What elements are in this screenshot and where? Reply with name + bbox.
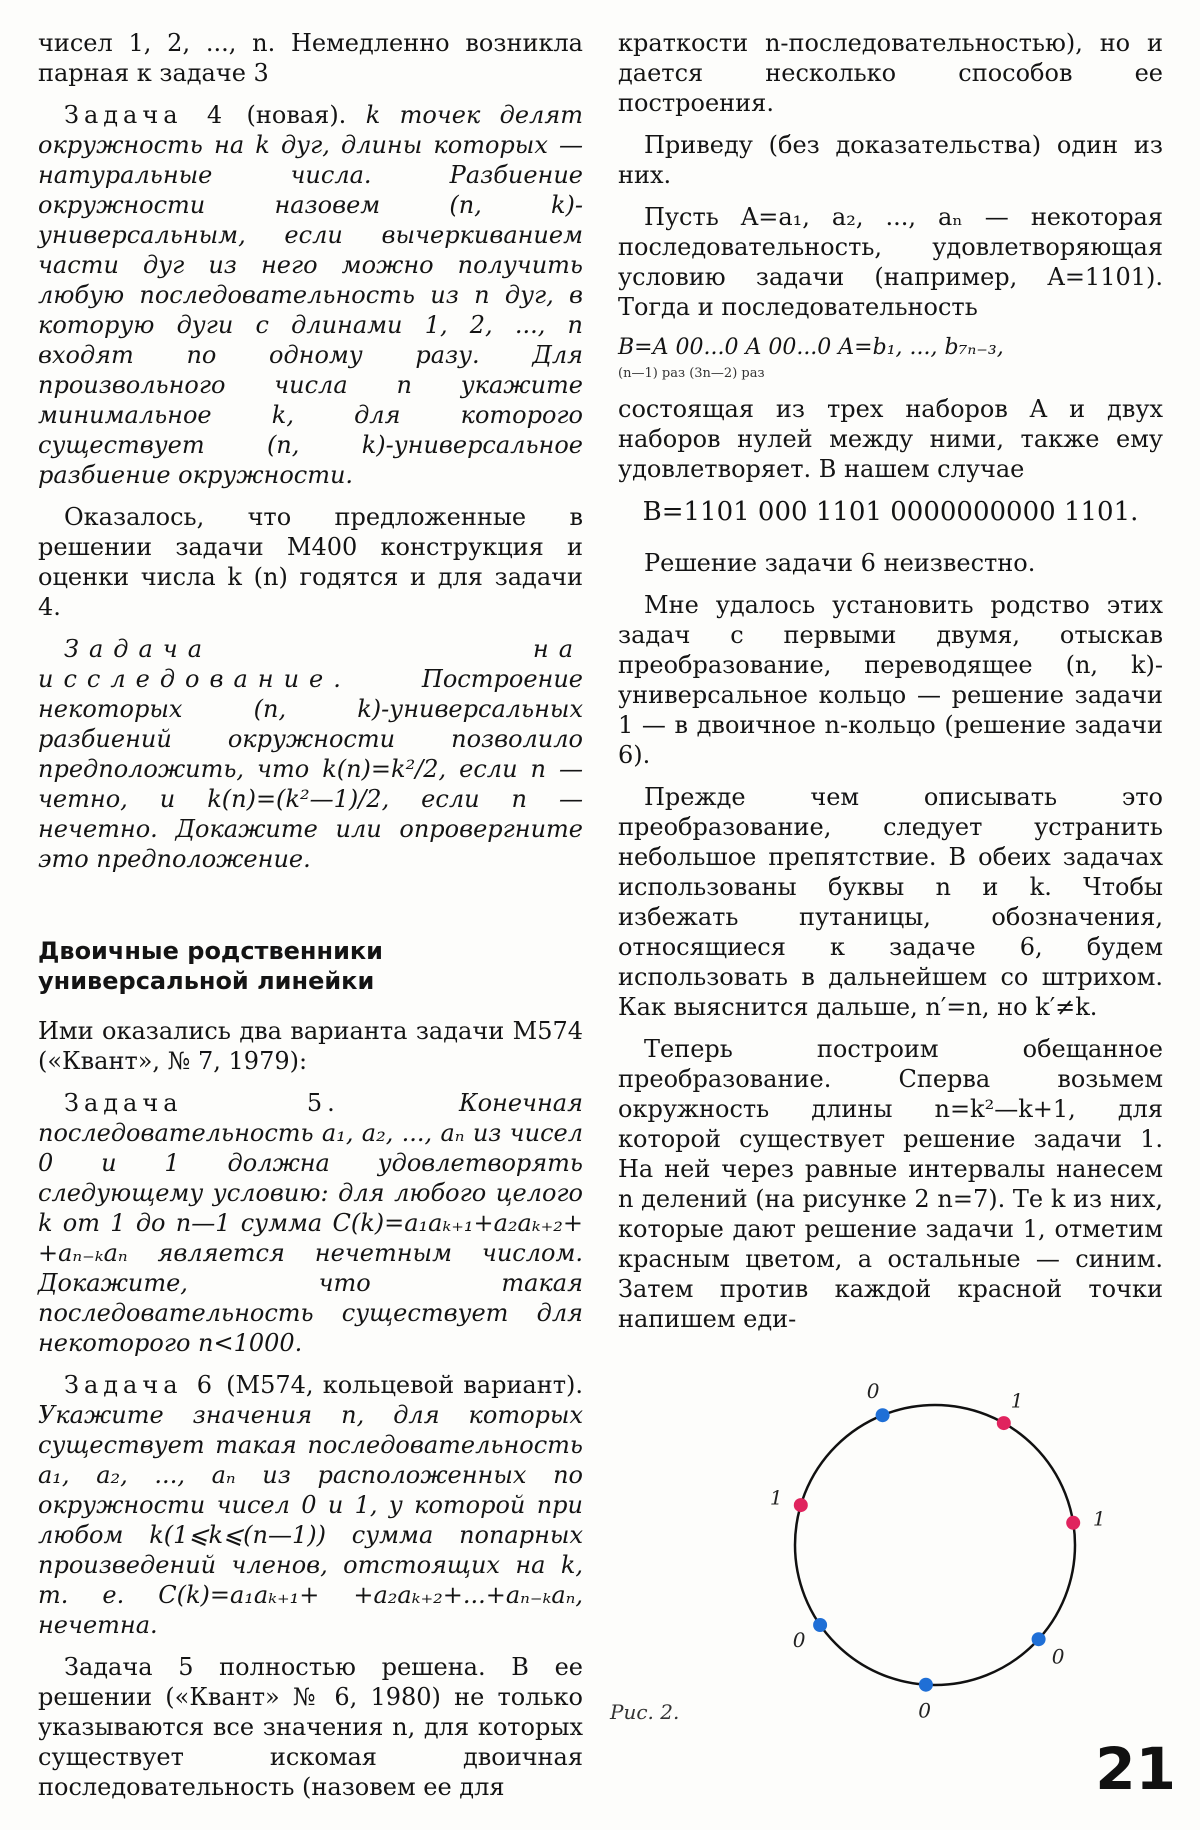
blue-point [1032, 1632, 1046, 1646]
point-label: 0 [1051, 1644, 1065, 1669]
problem-5 [38, 1088, 583, 1358]
problem-label: Задача 4 [64, 101, 228, 129]
research-problem [38, 634, 583, 874]
point-label: 1 [769, 1485, 783, 1510]
red-point [1066, 1516, 1080, 1530]
paragraph: Теперь построим обещанное преобразование. Сперва возьмем окружность длины n=k²—k+1, для которой существует решение задачи 1. На ней через равные интервалы нанесем n делений (на рисунке 2 n=7). Те k из них, которые дают решение задачи 1, отметим красным цветом, а остальные — синим. Затем против каждой красной точки напишем еди- [618, 1035, 1163, 1333]
problem-tag: (новая). [227, 101, 366, 129]
point-label: 0 [918, 1698, 931, 1723]
point-label: 1 [1010, 1388, 1024, 1413]
paragraph: Решение задачи 6 неизвестно. [644, 549, 1036, 577]
figure-caption: Рис. 2. [610, 1700, 680, 1724]
problem-4 [38, 100, 583, 490]
page-number: 21 [1095, 1735, 1176, 1803]
paragraph: чисел 1, 2, ..., n. Немедленно возникла парная к задаче 3 [38, 29, 583, 87]
paragraph: Ими оказались два варианта задачи М574 («Квант», № 7, 1979): [38, 1017, 583, 1075]
blue-point [876, 1408, 890, 1422]
red-point [794, 1498, 808, 1512]
right-column [618, 28, 1163, 1346]
formula-subscript: (n—1) раз (3n—2) раз [618, 366, 765, 381]
paragraph: Мне удалось установить родство этих задач с первыми двумя, отыскав преобразование, переводящее (n, k)-универсальное кольцо — решение задачи 1 — в двоичное n-кольцо (решение задачи 6). [618, 591, 1163, 769]
blue-point [813, 1618, 827, 1632]
paragraph: Оказалось, что предложенные в решении задачи М400 конструкция и оценки числа k (n) годятся и для задачи 4. [38, 503, 583, 621]
left-column [38, 28, 583, 1814]
problem-label: Задача 5. [64, 1089, 340, 1117]
paragraph: Прежде чем описывать это преобразование, следует устранить небольшое препятствие. В обеих задачах использованы буквы n и k. Чтобы избежать путаницы, обозначения, относящиеся к задаче 6, будем использовать в дальнейшем со штрихом. Как выяснится дальше, n′=n, но k′≠k. [618, 783, 1163, 1021]
problem-label: Задача на исследование. [38, 635, 583, 693]
formula-b: B=A 00...0 A 00...0 A=b₁, ..., b₇ₙ₋₃, [618, 335, 1004, 360]
problem-label: Задача 6 [64, 1371, 217, 1399]
section-heading: Двоичные родственники универсальной линейки [38, 937, 383, 995]
blue-point [919, 1678, 933, 1692]
paragraph: состоящая из трех наборов A и двух наборов нулей между ними, также ему удовлетворяет. В нашем случае [618, 395, 1163, 483]
problem-6 [38, 1370, 583, 1640]
point-label: 1 [1092, 1506, 1106, 1531]
red-point [997, 1416, 1011, 1430]
sequence-example: B=1101 000 1101 0000000000 1101. [642, 497, 1139, 527]
point-label: 0 [866, 1379, 880, 1404]
problem-body: Укажите значения n, для которых существует такая последовательность a₁, a₂, ..., aₙ из расположенных по окружности чисел 0 и 1, у которой при любом k(1⩽k⩽(n—1)) сумма попарных произведений членов, отстоящих на k, т. е. C(k)=a₁aₖ₊₁+ +a₂aₖ₊₂+...+aₙ₋ₖaₙ, нечетна. [38, 1401, 583, 1639]
problem-body: Построение некоторых (n, k)-универсальных разбиений окружности позволило предположить, что k(n)=k²/2, если n — четно, и k(n)=(k²—1)/2, если n — нечетно. Докажите или опровергните это предположение. [38, 665, 583, 873]
paragraph: краткости n-последовательностью), но и дается несколько способов ее построения. [618, 29, 1163, 117]
point-label: 0 [792, 1627, 806, 1652]
problem-body: k точек делят окружность на k дуг, длины которых — натуральные числа. Разбиение окружности назовем (n, k)-универсальным, если вычеркиванием части дуг из него можно получить любую последовательность из n дуг, в которую дуги с длинами 1, 2, ..., n входят по одному разу. Для произвольного числа n укажите минимальное k, для которого существует (n, k)-универсальное разбиение окружности. [38, 101, 583, 489]
paragraph: Пусть A=a₁, a₂, ..., aₙ — некоторая последовательность, удовлетворяющая условию задачи (например, A=1101). Тогда и последовательность [618, 203, 1163, 321]
circle-figure [610, 1345, 1170, 1745]
paragraph: Задача 5 полностью решена. В ее решении («Квант» № 6, 1980) не только указываются все значения n, для которых существует искомая двоичная последовательность (назовем ее для [38, 1653, 583, 1801]
problem-tag: (М574, кольцевой вариант). [216, 1371, 584, 1399]
paragraph: Приведу (без доказательства) один из них. [618, 131, 1163, 189]
problem-body: Конечная последовательность a₁, a₂, ..., aₙ из чисел 0 и 1 должна удовлетворять следующему условию: для любого целого k от 1 до n—1 сумма C(k)=a₁aₖ₊₁+a₂aₖ₊₂+ +aₙ₋ₖaₙ является нечетным числом. Докажите, что такая последовательность существует для некоторого n<1000. [38, 1089, 583, 1357]
